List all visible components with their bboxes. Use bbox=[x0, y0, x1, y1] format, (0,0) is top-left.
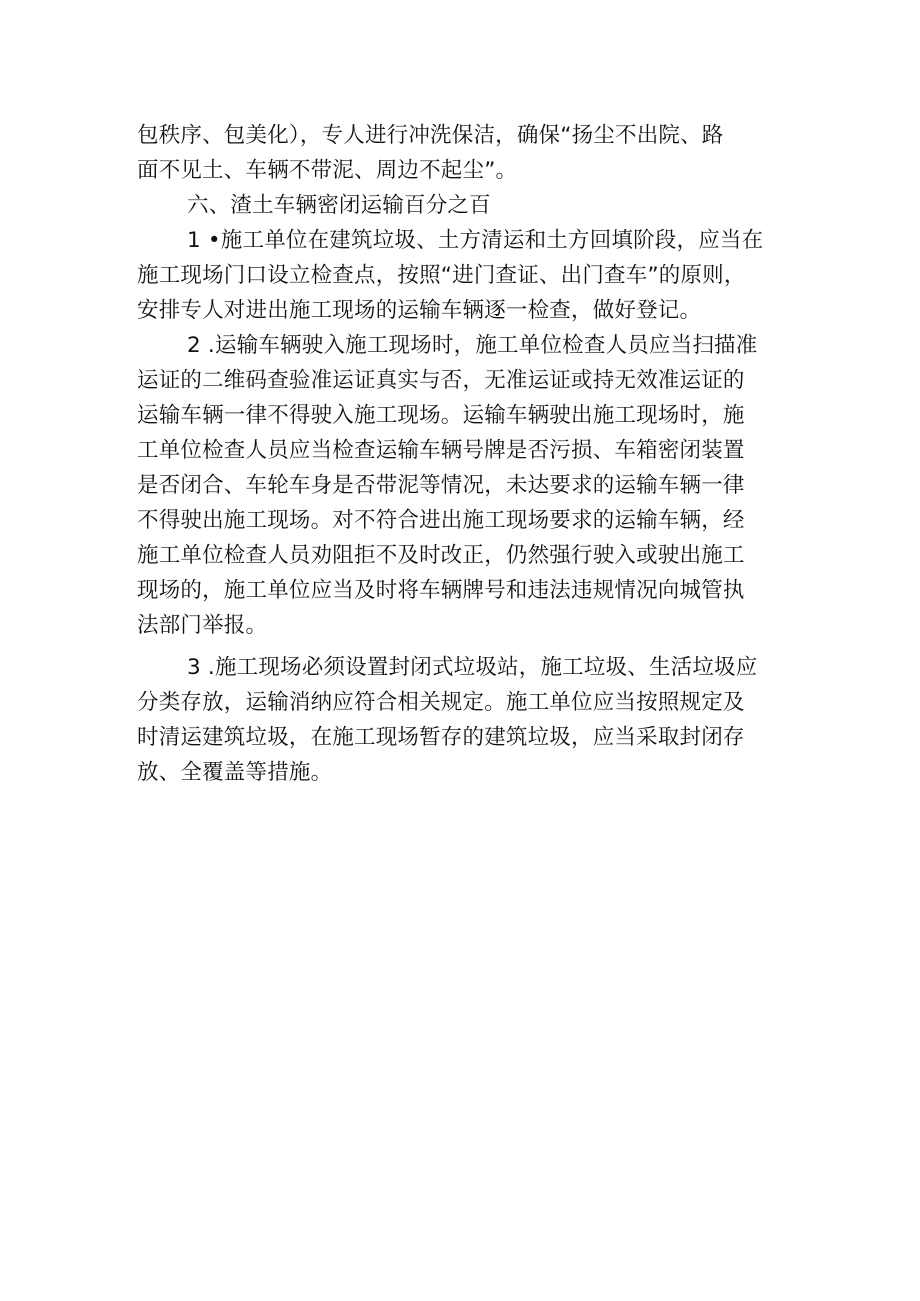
item-1-line-1: 1 •施工单位在建筑垃圾、土方清运和土方回填阶段，应当在 bbox=[187, 228, 764, 253]
item-2-line-5: 是否闭合、车轮车身是否带泥等情况，未达要求的运输车辆一律 bbox=[137, 473, 745, 498]
item-2-line-8: 现场的，施工单位应当及时将车辆牌号和违法违规情况向城管执 bbox=[137, 578, 745, 603]
item-1-line-3: 安排专人对进出施工现场的运输车辆逐一检查，做好登记。 bbox=[137, 298, 702, 323]
item-1-line-2: 施工现场门口设立检查点，按照“进门查证、出门查车”的原则， bbox=[137, 263, 746, 288]
item-3-line-4: 放、全覆盖等措施。 bbox=[137, 760, 333, 785]
item-2-line-7: 施工单位检查人员劝阻拒不及时改正，仍然强行驶入或驶出施工 bbox=[137, 543, 745, 568]
item-2-line-1: 2 .运输车辆驶入施工现场时，施工单位检查人员应当扫描准 bbox=[187, 333, 758, 358]
item-2-line-4: 工单位检查人员应当检查运输车辆号牌是否污损、车箱密闭装置 bbox=[137, 438, 745, 463]
document-body bbox=[137, 118, 787, 790]
item-2-line-6: 不得驶出施工现场。对不符合进出施工现场要求的运输车辆，经 bbox=[137, 508, 745, 533]
paragraph-1-line-1: 包秩序、包美化），专人进行冲洗保洁，确保“扬尘不出院、路 bbox=[137, 123, 724, 148]
item-3-line-3: 时清运建筑垃圾，在施工现场暂存的建筑垃圾，应当采取封闭存 bbox=[137, 725, 745, 750]
item-2-line-3: 运输车辆一律不得驶入施工现场。运输车辆驶出施工现场时，施 bbox=[137, 403, 745, 428]
item-3-line-1: 3 .施工现场必须设置封闭式垃圾站，施工垃圾、生活垃圾应 bbox=[187, 655, 758, 680]
item-3-line-2: 分类存放，运输消纳应符合相关规定。施工单位应当按照规定及 bbox=[137, 690, 745, 715]
section-heading-6: 六、渣土车辆密闭运输百分之百 bbox=[187, 193, 491, 218]
item-2-line-2: 运证的二维码查验准运证真实与否，无准运证或持无效准运证的 bbox=[137, 368, 745, 393]
item-2-line-9: 法部门举报。 bbox=[137, 613, 268, 638]
paragraph-1-line-2: 面不见土、车辆不带泥、周边不起尘”。 bbox=[137, 158, 518, 183]
